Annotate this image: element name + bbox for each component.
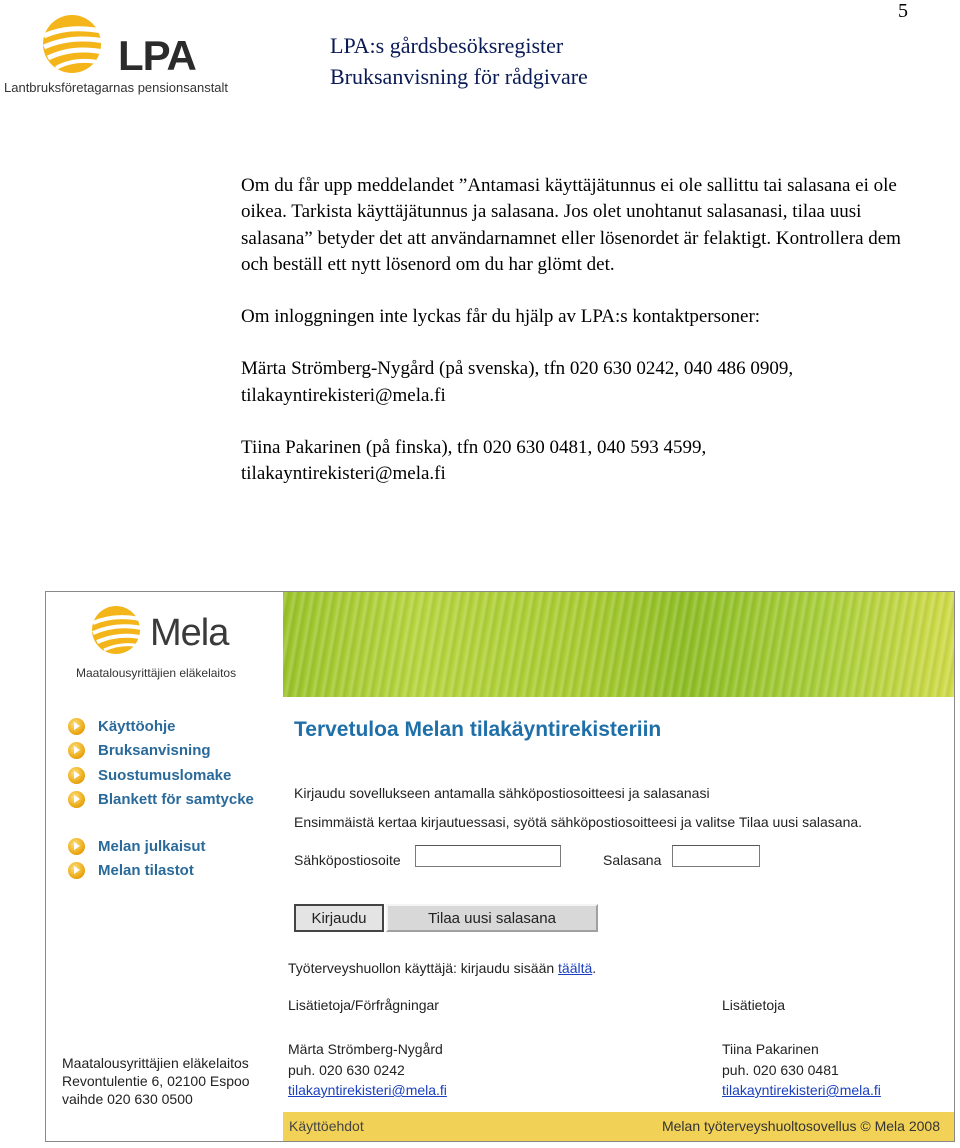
nav-spacer [68, 812, 283, 834]
footer-bar [283, 1112, 954, 1141]
mela-logo-text: Mela [150, 612, 229, 654]
mela-address [62, 1054, 250, 1108]
login-button[interactable]: Kirjaudu [294, 904, 384, 932]
info-right-title: Lisätietoja [722, 997, 786, 1013]
contact-finnish-line1: Tiina Pakarinen (på finska), tfn 020 630 0481, 040 593 4599, [241, 437, 707, 459]
occupational-health-note [288, 960, 596, 976]
arrow-bullet-icon [68, 791, 85, 808]
login-title: Tervetuloa Melan tilakäyntirekisteriin [294, 718, 662, 741]
contact-left [288, 1039, 447, 1101]
info-left-title: Lisätietoja/Förfrågningar [288, 997, 439, 1013]
document-title-line1: LPA:s gårdsbesöksregister [330, 33, 564, 58]
arrow-bullet-icon [68, 718, 85, 735]
arrow-bullet-icon [68, 767, 85, 784]
contact-right-phone: puh. 020 630 0481 [722, 1061, 839, 1078]
address-line3: vaihde 020 630 0500 [62, 1091, 193, 1107]
contact-left-name: Märta Strömberg-Nygård [288, 1041, 443, 1057]
nav-item-suostumuslomake[interactable] [68, 763, 283, 788]
footer-copyright: Melan työterveyshuoltosovellus © Mela 2008 [661, 1118, 940, 1134]
paragraph-error-message: Om du får upp meddelandet ”Antamasi käyttäjätunnus ei ole sallittu tai salasana ei ole oikea. Tarkista käyttäjätunnus ja salasana. Jos olet unohtanut salasanasi, tilaa uusi salasana” betyder det att användarnamnet eller lösenordet är felaktigt. Kontrollera dem och beställ ett nytt lösenord om du har glömt det. [241, 175, 901, 275]
login-main [288, 697, 954, 1141]
login-instruction-2: Ensimmäistä kertaa kirjautuessasi, syötä sähköpostiosoitteesi ja valitse Tilaa uusi salasana. [294, 814, 863, 830]
paragraph-contact-finnish [241, 435, 921, 488]
page-number: 5 [898, 0, 908, 22]
contact-swedish-line1: Märta Strömberg-Nygård (på svenska), tfn 020 630 0242, 040 486 0909, [241, 358, 794, 380]
nav-item-label: Käyttöohje [98, 717, 176, 735]
address-line2: Revontulentie 6, 02100 Espoo [62, 1073, 250, 1089]
password-input[interactable] [672, 845, 760, 867]
arrow-bullet-icon [68, 838, 85, 855]
email-input[interactable] [415, 845, 561, 867]
contact-right [722, 1039, 881, 1101]
occupational-health-link[interactable]: täältä [558, 960, 593, 976]
lpa-logo-subtitle: Lantbruksföretagarnas pensionsanstalt [4, 80, 229, 95]
side-nav [68, 714, 283, 883]
occupational-health-period: . [592, 960, 597, 976]
nav-item-label: Blankett för samtycke [98, 791, 254, 809]
mela-sun-logo-icon [90, 604, 146, 656]
arrow-bullet-icon [68, 742, 85, 759]
email-label: Sähköpostiosoite [294, 852, 401, 868]
occupational-health-text: Työterveyshuollon käyttäjä: kirjaudu sisään [288, 960, 559, 976]
password-label: Salasana [603, 852, 662, 868]
body-text [241, 173, 921, 514]
login-instruction-1: Kirjaudu sovellukseen antamalla sähköpostiosoitteesi ja salasanasi [294, 785, 710, 801]
order-new-password-button[interactable]: Tilaa uusi salasana [386, 904, 598, 932]
arrow-bullet-icon [68, 862, 85, 879]
document-title [330, 30, 588, 92]
contact-left-email-link[interactable]: tilakayntirekisteri@mela.fi [288, 1082, 447, 1098]
paragraph-contact-swedish [241, 356, 921, 409]
header-grass-banner [283, 592, 954, 697]
document-title-line2: Bruksanvisning för rådgivare [330, 64, 588, 89]
contact-right-email-link[interactable]: tilakayntirekisteri@mela.fi [722, 1082, 881, 1098]
login-page-screenshot [45, 591, 955, 1142]
nav-item-bruksanvisning[interactable] [68, 739, 283, 764]
nav-item-julkaisut[interactable] [68, 834, 283, 859]
nav-item-label: Bruksanvisning [98, 742, 211, 760]
terms-link[interactable]: Käyttöehdot [289, 1118, 364, 1134]
nav-item-blankett[interactable] [68, 788, 283, 813]
nav-item-label: Melan julkaisut [98, 837, 206, 855]
paragraph-contact-intro: Om inloggningen inte lyckas får du hjälp av LPA:s kontaktpersoner: [241, 306, 761, 328]
nav-item-label: Melan tilastot [98, 862, 194, 880]
lpa-logo-text: LPA [118, 32, 196, 79]
sun-logo-icon [40, 14, 112, 78]
contact-left-phone: puh. 020 630 0242 [288, 1061, 405, 1078]
contact-finnish-email: tilakayntirekisteri@mela.fi [241, 463, 446, 485]
lpa-logo [0, 14, 260, 100]
nav-item-label: Suostumuslomake [98, 766, 232, 784]
contact-right-name: Tiina Pakarinen [722, 1041, 819, 1057]
contact-swedish-email: tilakayntirekisteri@mela.fi [241, 384, 446, 406]
nav-item-tilastot[interactable] [68, 859, 283, 884]
mela-logo-subtitle: Maatalousyrittäjien eläkelaitos [76, 666, 237, 680]
nav-item-kayttoohje[interactable] [68, 714, 283, 739]
address-line1: Maatalousyrittäjien eläkelaitos [62, 1055, 249, 1071]
